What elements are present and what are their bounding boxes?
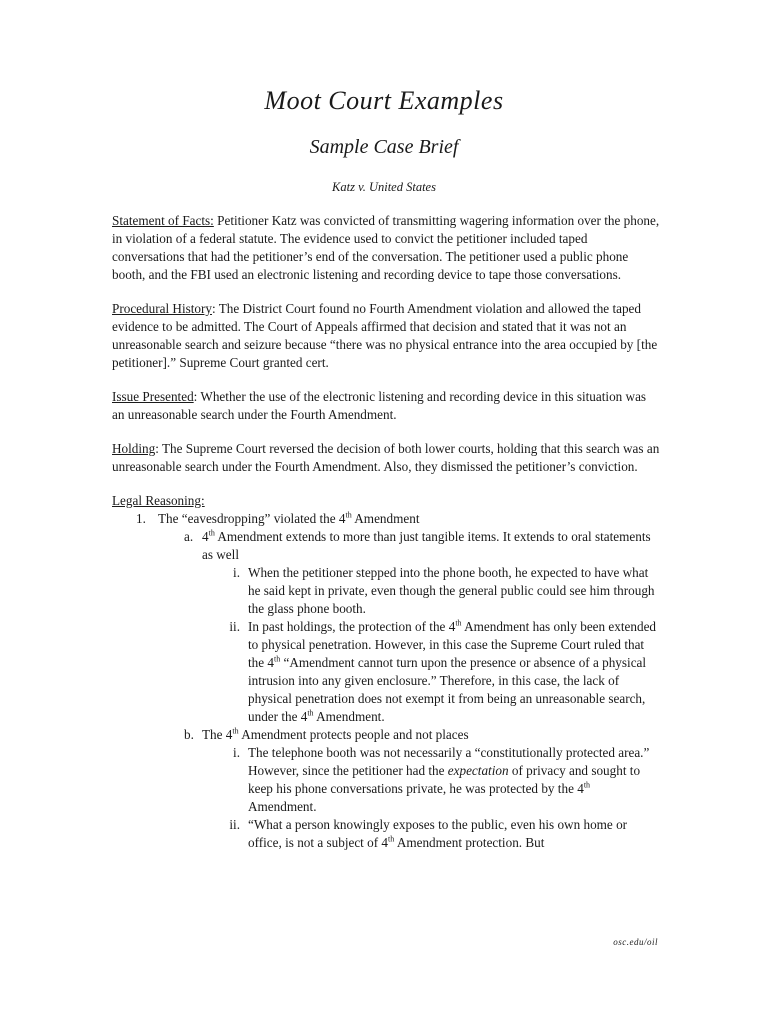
list-text: Amendment protection. But [394,835,545,850]
list-item-a-ii [112,618,660,726]
emphasis-text: expectation [447,763,509,778]
list-text: “What a person knowingly exposes to the public, even his own home or office, is not a subject of 4 [248,817,628,850]
document-subtitle: Sample Case Brief [309,136,459,158]
section-text: : The Supreme Court reversed the decision of both lower courts, holding that this search was an unreasonable search under the Fourth Amendment. Also, they dismissed the petitioner’s conviction. [112,441,660,474]
list-text: The 4 [202,727,233,742]
statement-of-facts [112,212,660,284]
section-text: Petitioner Katz was convicted of transmitting wagering information over the phone, in violation of a federal statute. The evidence used to convict the petitioner included taped conversations that had the petitioner’s end of the conversation. The petitioner used a public phone booth, and the FBI used an electronic listening and recording device to tape those conversations. [112,213,660,282]
section-text: : Whether the use of the electronic listening and recording device in this situation was an unreasonable search under the Fourth Amendment. [112,389,647,422]
list-text: Amendment protects people and not places [238,727,469,742]
superscript: th [455,618,462,628]
list-number: 1. [136,511,146,526]
list-text: Amendment [351,511,420,526]
list-text: Amendment. [313,709,385,724]
list-number: b. [184,727,194,742]
list-item-b-i [112,744,660,816]
section-label: Statement of Facts: [112,213,214,228]
section-label: Procedural History [112,301,212,316]
list-item-1 [112,510,660,528]
list-number: a. [184,529,194,544]
list-number: ii. [229,817,240,832]
list-text: The “eavesdropping” violated the 4 [158,511,346,526]
list-number: ii. [229,619,240,634]
list-text: of privacy and sought to keep his phone conversations private, he was protected by the 4 [248,763,641,796]
list-text: “Amendment cannot turn upon the presence or absence of a physical intrusion into any given enclosure.” Therefore, in this case, the lack of physical penetration does not exempt it from being an unreasonable search, under the 4 [248,655,647,724]
list-text: The telephone booth was not necessarily a “constitutionally protected area.” However, since the petitioner had the [248,745,650,778]
list-number: i. [233,565,240,580]
section-text: : The District Court found no Fourth Amendment violation and allowed the taped evidence to be admitted. The Court of Appeals affirmed that decision and stated that it was not an unreasonable search and seizure because “there was no physical entrance into the area occupied by [the petitioner].” Supreme Court granted cert. [112,301,658,370]
document-title: Moot Court Examples [264,86,504,115]
section-label: Legal Reasoning: [112,493,205,508]
list-text: Amendment has only been extended to physical penetration. However, in this case the Supreme Court ruled that the 4 [248,619,657,670]
brief-body [112,212,660,852]
superscript: th [208,528,215,538]
superscript: th [388,834,395,844]
legal-reasoning-heading [112,492,660,510]
superscript: th [583,780,591,790]
superscript: th [345,510,352,520]
page-footer: osc.edu/oil [613,937,658,947]
holding [112,440,660,476]
list-text: 4 [202,529,209,544]
list-item-b [112,726,660,744]
list-text: When the petitioner stepped into the phone booth, he expected to have what he said kept in private, even though the general public could see him through the glass phone booth. [248,565,655,616]
superscript: th [232,726,239,736]
issue-presented [112,388,660,424]
case-name: Katz v. United States [332,180,436,194]
list-item-b-ii [112,816,660,852]
section-label: Issue Presented [112,389,194,404]
list-number: i. [233,745,240,760]
list-item-a-i [112,564,660,618]
section-label: Holding [112,441,156,456]
list-text: Amendment. [248,799,317,814]
list-item-a [112,528,660,564]
procedural-history [112,300,660,372]
list-text: Amendment extends to more than just tangible items. It extends to oral statements as well [202,529,651,562]
superscript: th [307,708,314,718]
superscript: th [274,654,281,664]
list-text: In past holdings, the protection of the 4 [248,619,456,634]
